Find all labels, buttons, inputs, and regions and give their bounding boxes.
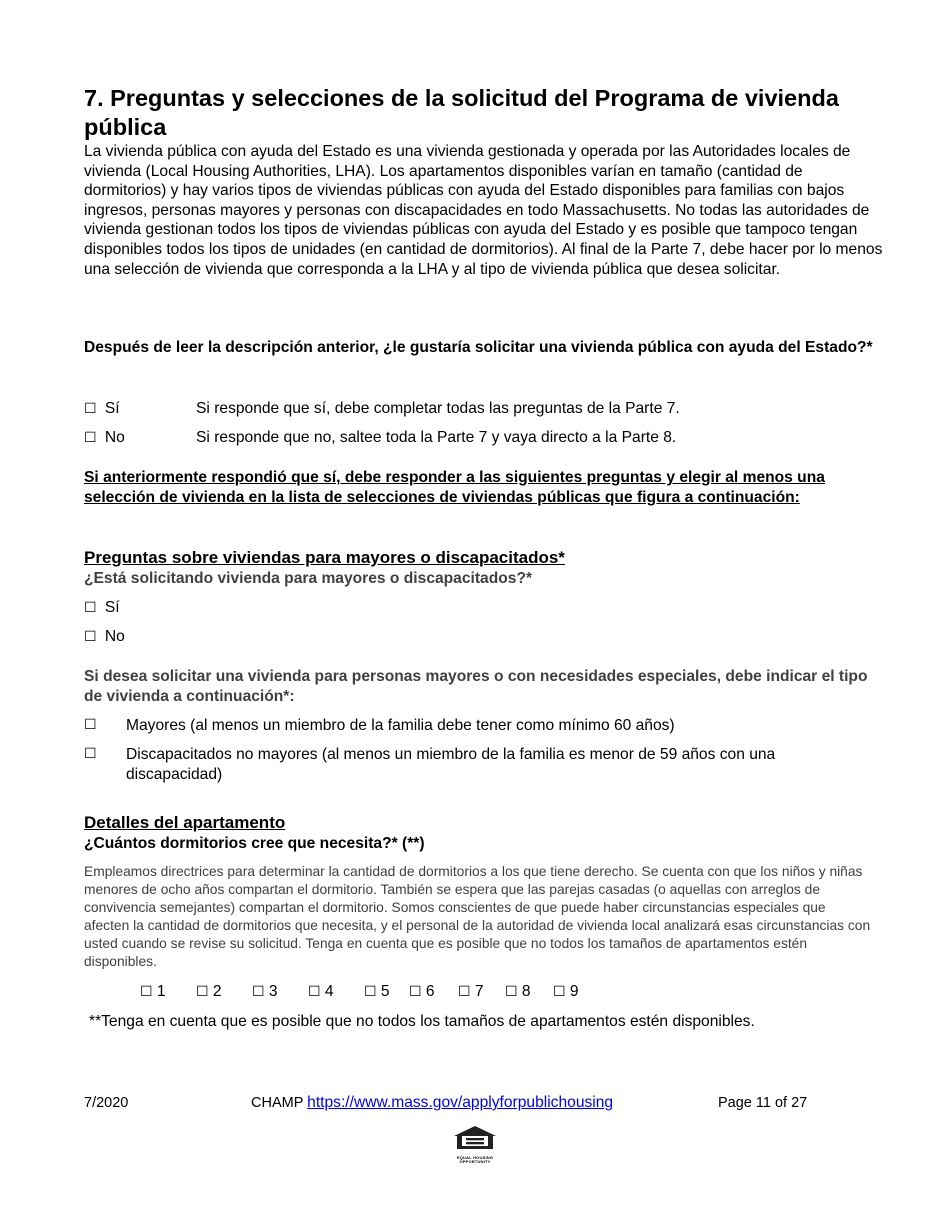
equal-housing-logo [450,1123,500,1164]
bedroom-option-label: 3 [268,983,278,1000]
footer-program: CHAMP [251,1095,304,1111]
bedroom-option-label: 1 [156,983,166,1000]
bedrooms-question: ¿Cuántos dormitorios cree que necesita?* (**) [84,835,425,852]
elderly-question: ¿Está solicitando vivienda para mayores o discapacitados?* [84,570,533,587]
bedroom-option-label: 8 [521,983,531,1000]
checkbox[interactable]: ☐ [84,401,97,417]
checkbox[interactable]: ☐ [505,984,518,1000]
checkbox[interactable]: ☐ [84,430,97,446]
bedroom-option[interactable] [308,983,334,1001]
bedroom-option[interactable] [364,983,390,1001]
bedroom-option[interactable] [140,983,166,1001]
apply-option-no[interactable] [84,428,125,448]
apartment-footnote: **Tenga en cuenta que es posible que no todos los tamaños de apartamentos estén disponibles. [89,1013,755,1030]
checkbox[interactable]: ☐ [458,984,471,1000]
equal-housing-icon [450,1123,500,1153]
bedroom-option-label: 2 [212,983,222,1000]
checkbox[interactable]: ☐ [84,717,97,733]
checkbox[interactable]: ☐ [140,984,153,1000]
checkbox[interactable]: ☐ [196,984,209,1000]
checkbox[interactable]: ☐ [84,600,97,616]
checkbox[interactable]: ☐ [84,629,97,645]
checkbox[interactable]: ☐ [553,984,566,1000]
checkbox[interactable]: ☐ [409,984,422,1000]
bedrooms-guidance: Empleamos directrices para determinar la cantidad de dormitorios a los que tiene derecho. Se cuenta con que los niños y niñas menores de ocho años compartan el dormitorio. También se espera que las parejas casadas (o aquellas con arreglos de convivencia semejantes) compartan el dormitorio. Somos conscientes de que puede haber circunstancias especiales que afecten la cantidad de dormitorios que necesita, y el personal de la autoridad de vivienda local analizará esas circunstancias con usted cuando se revise su solicitud. Tenga en cuenta que es posible que no todos los tamaños de apartamentos estén disponibles. [84,864,871,969]
footer-url-link[interactable]: https://www.mass.gov/applyforpublichousing [307,1094,614,1111]
housing-type-elderly[interactable] [84,716,97,734]
footer-page-number: Page 11 of 27 [718,1095,808,1111]
apply-question: Después de leer la descripción anterior, ¿le gustaría solicitar una vivienda pública con ayuda del Estado?* [84,339,873,356]
apply-note-yes: Si responde que sí, debe completar todas las preguntas de la Parte 7. [196,400,680,417]
housing-type-disabled[interactable] [84,745,97,763]
bedroom-option-label: 6 [425,983,435,1000]
instruction-text: Si anteriormente respondió que sí, debe responder a las siguientes preguntas y elegir al menos una selección de vivienda en la lista de selecciones de viviendas públicas que figura a continuación: [84,469,825,506]
bedroom-option-label: 7 [474,983,484,1000]
apartment-heading: Detalles del apartamento [84,813,286,832]
bedroom-option-label: 5 [380,983,390,1000]
checkbox[interactable]: ☐ [84,746,97,762]
section-intro: La vivienda pública con ayuda del Estado es una vivienda gestionada y operada por las Autoridades locales de vivienda (Local Housing Authorities, LHA). Los apartamentos disponibles varían en tamaño (cantidad de dormitorios) y hay varios tipos de viviendas públicas con ayuda del Estado disponibles para familias con bajos ingresos, personas mayores y personas con discapacidades en todo Massachusetts. No todas las autoridades de vivienda gestionan todos los tipos de viviendas públicas con ayuda del Estado y es posible que tampoco tengan disponibles todos los tipos de unidades (en cantidad de dormitorios). Al final de la Parte 7, debe hacer por lo menos una selección de vivienda que corresponda a la LHA y al tipo de vivienda pública que desea solicitar. [84,143,883,278]
checkbox[interactable]: ☐ [252,984,265,1000]
housing-type-disabled-label: Discapacitados no mayores (al menos un miembro de la familia es menor de 59 años con una discapacidad) [126,746,776,783]
bedroom-option[interactable] [409,983,435,1001]
option-label: No [104,628,125,645]
option-label: Sí [104,400,120,417]
apply-option-yes[interactable] [84,399,120,419]
footer-center [251,1094,613,1112]
bedroom-option[interactable] [252,983,278,1001]
elderly-option-no[interactable] [84,627,125,647]
option-label: Sí [104,599,120,616]
bedroom-size-options [0,983,950,1005]
housing-type-elderly-label: Mayores (al menos un miembro de la familia debe tener como mínimo 60 años) [126,717,675,734]
bedroom-option[interactable] [505,983,531,1001]
option-label: No [104,429,125,446]
footer-date: 7/2020 [84,1095,129,1111]
bedroom-option[interactable] [553,983,579,1001]
bedroom-option-label: 9 [569,983,579,1000]
equal-housing-text: EQUAL HOUSING OPPORTUNITY [456,1155,494,1164]
bedroom-option[interactable] [458,983,484,1001]
checkbox[interactable]: ☐ [308,984,321,1000]
elderly-option-yes[interactable] [84,598,120,618]
section-title: 7. Preguntas y selecciones de la solicitud del Programa de vivienda pública [84,85,839,140]
elderly-heading: Preguntas sobre viviendas para mayores o discapacitados* [84,548,565,567]
bedroom-option[interactable] [196,983,222,1001]
checkbox[interactable]: ☐ [364,984,377,1000]
housing-type-question: Si desea solicitar una vivienda para personas mayores o con necesidades especiales, debe indicar el tipo de vivienda a continuación*: [84,668,868,705]
apply-note-no: Si responde que no, saltee toda la Parte 7 y vaya directo a la Parte 8. [196,429,677,446]
bedroom-option-label: 4 [324,983,334,1000]
